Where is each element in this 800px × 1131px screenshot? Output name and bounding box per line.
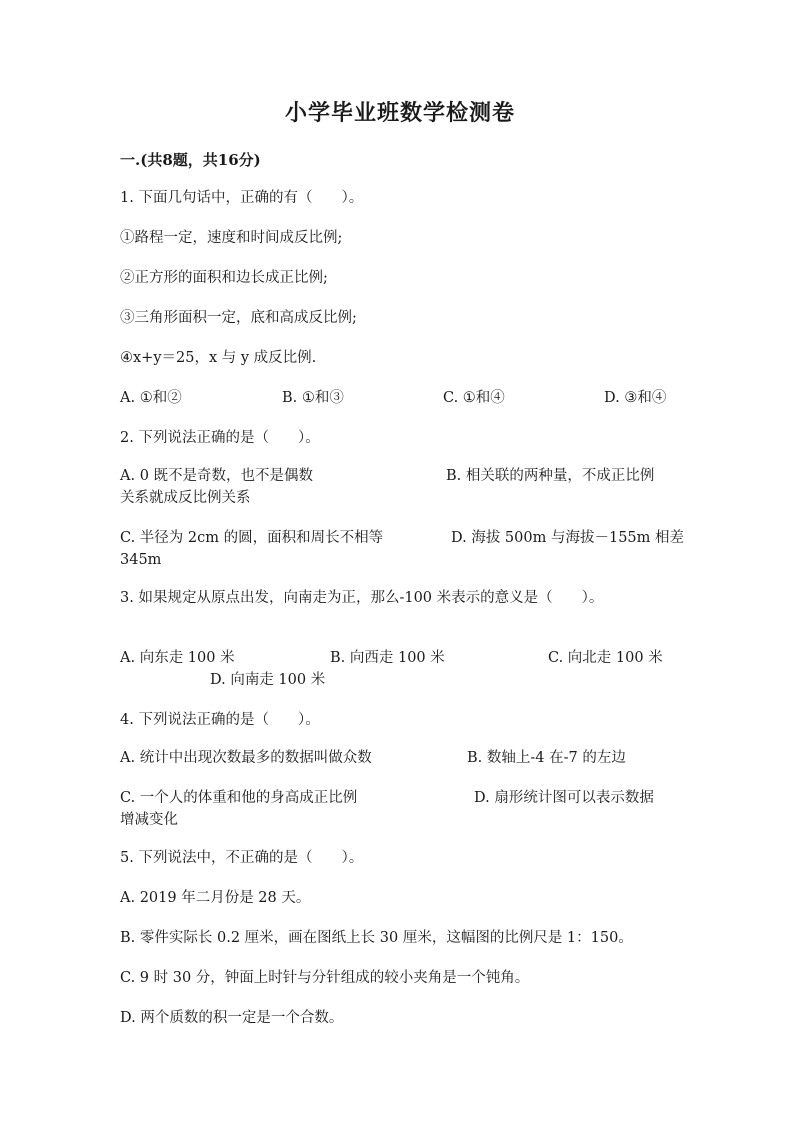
question-5-option-d: D. 两个质数的积一定是一个合数。 <box>120 1010 344 1026</box>
question-4-option-d-cont: 增减变化 <box>120 812 178 828</box>
question-1-statement-4: ④x+y＝25，x 与 y 成反比例. <box>120 350 317 366</box>
question-4-option-c: C. 一个人的体重和他的身高成正比例 <box>120 790 358 806</box>
question-4-option-b: B. 数轴上-4 在-7 的左边 <box>467 750 626 766</box>
question-1-statement-3: ③三角形面积一定，底和高成反比例; <box>120 310 357 326</box>
question-2-option-b-cont: 关系就成反比例关系 <box>120 490 251 506</box>
section-heading: 一.(共8题，共16分) <box>120 151 261 169</box>
question-1-statement-1: ①路程一定，速度和时间成反比例; <box>120 230 343 246</box>
question-5-option-a: A. 2019 年二月份是 28 天。 <box>120 890 311 906</box>
question-2-option-d-cont: 345m <box>120 552 162 568</box>
question-3-option-a: A. 向东走 100 米 <box>120 650 235 666</box>
question-3-stem: 3. 如果规定从原点出发，向南走为正，那么-100 米表示的意义是（ ）。 <box>120 590 604 606</box>
question-4-option-a: A. 统计中出现次数最多的数据叫做众数 <box>120 750 372 766</box>
question-4-stem: 4. 下列说法正确的是（ ）。 <box>120 712 320 728</box>
question-1-option-b: B. ①和③ <box>282 390 344 406</box>
question-2-option-d: D. 海拔 500m 与海拔－155m 相差 <box>451 530 685 546</box>
question-1-option-d: D. ③和④ <box>604 390 667 406</box>
question-2-stem: 2. 下列说法正确的是（ ）。 <box>120 430 320 446</box>
question-1-stem: 1. 下面几句话中，正确的有（ ）。 <box>120 190 364 206</box>
question-3-option-b: B. 向西走 100 米 <box>330 650 445 666</box>
exam-title: 小学毕业班数学检测卷 <box>284 100 515 126</box>
question-1-option-a: A. ①和② <box>120 390 182 406</box>
question-5-stem: 5. 下列说法中，不正确的是（ ）。 <box>120 850 364 866</box>
question-3-option-d: D. 向南走 100 米 <box>210 672 326 688</box>
question-1-option-c: C. ①和④ <box>443 390 505 406</box>
question-4-option-d: D. 扇形统计图可以表示数据 <box>474 790 654 806</box>
question-5-option-b: B. 零件实际长 0.2 厘米，画在图纸上长 30 厘米，这幅图的比例尺是 1：150。 <box>120 930 633 946</box>
question-2-option-b: B. 相关联的两种量，不成正比例 <box>446 468 655 484</box>
question-5-option-c: C. 9 时 30 分，钟面上时针与分针组成的较小夹角是一个钝角。 <box>120 970 530 986</box>
question-2-option-a: A. 0 既不是奇数，也不是偶数 <box>120 468 314 484</box>
question-3-option-c: C. 向北走 100 米 <box>548 650 663 666</box>
question-1-statement-2: ②正方形的面积和边长成正比例; <box>120 270 328 286</box>
question-2-option-c: C. 半径为 2cm 的圆，面积和周长不相等 <box>120 530 384 546</box>
